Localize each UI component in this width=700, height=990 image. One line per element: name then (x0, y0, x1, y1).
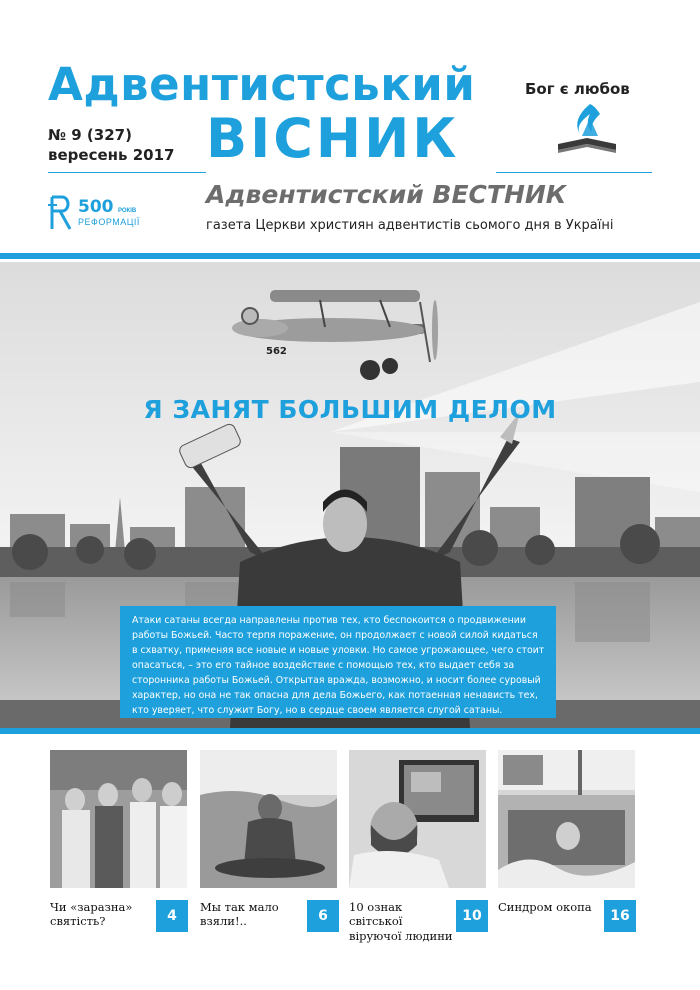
article-title-2[interactable]: Мы так мало взяли!.. (200, 900, 279, 929)
article-thumb-2[interactable] (200, 750, 337, 888)
russian-title: Адвентистский ВЕСТНИК (206, 180, 567, 209)
masthead-title-line1: Адвентистський (48, 58, 476, 111)
article-title-3[interactable]: 10 ознак світської віруючої людини (349, 900, 453, 943)
masthead-title-line2: ВІСНИК (206, 107, 460, 170)
article-thumb-1-image (50, 750, 187, 888)
church-logo-icon (552, 100, 622, 162)
masthead-rule-right (496, 172, 652, 173)
plane-number: 562 (266, 346, 287, 357)
issue-date: вересень 2017 (48, 146, 175, 165)
hero-top-band (0, 253, 700, 259)
masthead-rule-left (48, 172, 206, 173)
issue-info (48, 125, 174, 166)
reformation-label: РЕФОРМАЦІЇ (78, 217, 140, 227)
article-thumb-3[interactable] (349, 750, 486, 888)
reformation-number: 500 (78, 197, 114, 217)
hero-quote-box (120, 606, 556, 718)
article-page-3[interactable]: 10 (456, 900, 488, 932)
article-page-1[interactable]: 4 (156, 900, 188, 932)
article-page-4[interactable]: 16 (604, 900, 636, 932)
article-title-1[interactable]: Чи «заразна» святість? (50, 900, 133, 929)
article-title-4[interactable]: Синдром окопа (498, 900, 592, 914)
article-thumb-1[interactable] (50, 750, 187, 888)
reformation-years: РОКІВ (117, 208, 137, 214)
article-thumb-4[interactable] (498, 750, 635, 888)
article-thumb-2-image (200, 750, 337, 888)
hero-headline: Я ЗАНЯТ БОЛЬШИМ ДЕЛОМ (143, 395, 557, 424)
hero-bottom-band (0, 728, 700, 734)
motto: Бог є любов (525, 80, 630, 98)
article-thumb-3-image (349, 750, 486, 888)
reformation-500-icon (48, 195, 76, 231)
issue-number: № 9 (327) (48, 126, 132, 144)
article-page-2[interactable]: 6 (307, 900, 339, 932)
newspaper-subtitle: газета Церкви християн адвентистів сьомого дня в Україні (206, 218, 614, 233)
hero-quote-text: Атаки сатаны всегда направлены против тех, кто беспокоится о продвижении работы Божьей. Часто терпя поражение, он продолжает с новой силой кидаться в схватку, применяя все новые и новые уловки. Но самое угрожающее, чего стоит опасаться, – это его тайное воздействие с помощью тех, кто выдает себя за сторонника работы Божьей. Открытая вражда, возможно, и носит более суровый характер, но она не так опасна для дела Божьего, как потаенная ненависть тех, кто уверяет, что служит Богу, но в сердце своем является слугой сатаны. (132, 615, 545, 716)
article-thumb-4-image (498, 750, 635, 888)
